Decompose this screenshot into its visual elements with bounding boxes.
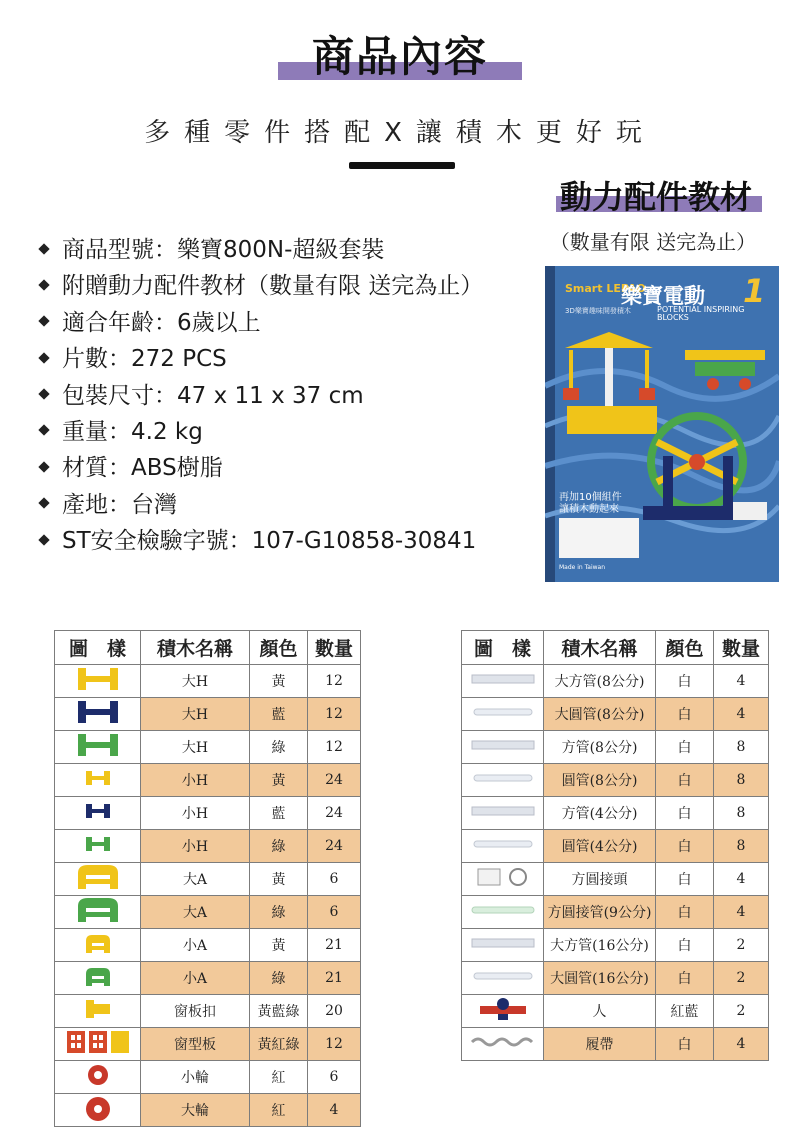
square-tube-icon — [468, 668, 538, 694]
cell-color: 白 — [656, 731, 714, 764]
cell-color: 白 — [656, 797, 714, 830]
table-header-cell: 積木名稱 — [141, 631, 250, 665]
small-wheel-icon — [78, 1062, 118, 1092]
round-tube-icon — [468, 965, 538, 991]
diamond-bullet-icon — [38, 388, 49, 399]
table-row — [462, 863, 769, 896]
square-tube-icon — [468, 932, 538, 958]
box-number: 1 — [743, 272, 766, 310]
cell-qty: 12 — [308, 698, 361, 731]
cell-qty: 2 — [714, 995, 769, 1028]
cell-name: 圓管(4公分) — [544, 830, 656, 863]
box-brand: Smart LEPAO — [565, 282, 646, 295]
cell-name: 小A — [141, 962, 250, 995]
table-row — [462, 830, 769, 863]
cell-name: 圓管(8公分) — [544, 764, 656, 797]
table-header-cell: 圖 樣 — [55, 631, 141, 665]
table-header-cell: 圖 樣 — [462, 631, 544, 665]
cell-color: 黃 — [250, 665, 308, 698]
cell-color: 綠 — [250, 830, 308, 863]
table-row — [55, 995, 361, 1028]
table-header-cell: 顏色 — [656, 631, 714, 665]
cell-qty: 12 — [308, 665, 361, 698]
cell-name: 大H — [141, 665, 250, 698]
title-divider — [349, 162, 455, 169]
belt-icon — [468, 1031, 538, 1057]
spec-item — [34, 341, 534, 377]
small-h-icon — [78, 833, 118, 859]
box-add-text: 再加10個組件 讓積木動起來 — [559, 492, 622, 515]
table-row — [462, 1028, 769, 1061]
table-row — [55, 863, 361, 896]
cell-color: 白 — [656, 830, 714, 863]
table-row — [55, 962, 361, 995]
cell-qty: 12 — [308, 1028, 361, 1061]
cell-color: 紅 — [250, 1094, 308, 1127]
cell-name: 小輪 — [141, 1061, 250, 1094]
cell-qty: 4 — [714, 863, 769, 896]
cell-qty: 6 — [308, 896, 361, 929]
table-row — [55, 1094, 361, 1127]
big-a-icon — [72, 863, 124, 895]
big-h-icon — [72, 666, 124, 696]
cell-qty: 2 — [714, 929, 769, 962]
diamond-bullet-icon — [38, 316, 49, 327]
small-a-icon — [78, 964, 118, 992]
cell-color: 藍 — [250, 698, 308, 731]
spec-item — [34, 487, 534, 523]
table-row — [55, 929, 361, 962]
cell-name: 方管(8公分) — [544, 731, 656, 764]
table-row — [55, 698, 361, 731]
box-english-tagline: POTENTIAL INSPIRING BLOCKS — [657, 305, 745, 322]
spec-item — [34, 523, 534, 559]
parts-table-right — [461, 630, 769, 1061]
round-tube-icon — [468, 701, 538, 727]
spec-text: 材質：ABS樹脂 — [62, 455, 223, 482]
table-row — [55, 1061, 361, 1094]
cell-qty: 8 — [714, 731, 769, 764]
square-tube-icon — [468, 800, 538, 826]
cell-color: 白 — [656, 698, 714, 731]
diamond-bullet-icon — [38, 498, 49, 509]
cell-name: 方圓接管(9公分) — [544, 896, 656, 929]
spec-text: 附贈動力配件教材（數量有限 送完為止） — [62, 273, 484, 300]
cell-qty: 21 — [308, 962, 361, 995]
cell-color: 紅 — [250, 1061, 308, 1094]
parts-table-left — [54, 630, 361, 1127]
cell-qty: 8 — [714, 797, 769, 830]
cell-color: 白 — [656, 1028, 714, 1061]
cell-color: 白 — [656, 863, 714, 896]
section-header — [0, 22, 800, 84]
cell-color: 紅藍 — [656, 995, 714, 1028]
cell-name: 大輪 — [141, 1094, 250, 1127]
table-row — [55, 731, 361, 764]
cell-name: 方圓接頭 — [544, 863, 656, 896]
table-row — [55, 1028, 361, 1061]
table-row — [55, 665, 361, 698]
box-made-in: Made in Taiwan — [559, 564, 606, 571]
cell-color: 白 — [656, 665, 714, 698]
table-row — [55, 830, 361, 863]
diamond-bullet-icon — [38, 534, 49, 545]
cell-qty: 4 — [308, 1094, 361, 1127]
cell-name: 大圓管(16公分) — [544, 962, 656, 995]
box-product-name: 樂寶電動 — [621, 284, 705, 308]
small-a-icon — [78, 931, 118, 959]
cell-color: 藍 — [250, 797, 308, 830]
cell-name: 大H — [141, 731, 250, 764]
table-row — [462, 698, 769, 731]
table-row — [462, 665, 769, 698]
big-h-icon — [72, 699, 124, 729]
cell-qty: 6 — [308, 863, 361, 896]
cell-name: 小H — [141, 830, 250, 863]
cell-name: 小H — [141, 764, 250, 797]
cell-color: 綠 — [250, 962, 308, 995]
cell-qty: 21 — [308, 929, 361, 962]
cell-qty: 2 — [714, 962, 769, 995]
spec-item — [34, 305, 534, 341]
spec-item — [34, 268, 534, 304]
spec-text: 商品型號：樂寶800N-超級套裝 — [62, 237, 385, 263]
cell-color: 綠 — [250, 896, 308, 929]
big-wheel-icon — [78, 1095, 118, 1125]
cell-qty: 12 — [308, 731, 361, 764]
window-clip-icon — [78, 998, 118, 1024]
cell-qty: 4 — [714, 698, 769, 731]
table-header-cell: 顏色 — [250, 631, 308, 665]
spec-text: 重量：4.2 kg — [62, 418, 203, 445]
cell-qty: 24 — [308, 797, 361, 830]
table-row — [462, 731, 769, 764]
table-header-cell: 積木名稱 — [544, 631, 656, 665]
diamond-bullet-icon — [38, 352, 49, 363]
cell-qty: 8 — [714, 830, 769, 863]
figure-icon — [468, 996, 538, 1026]
cell-color: 白 — [656, 896, 714, 929]
cell-color: 白 — [656, 962, 714, 995]
table-row — [462, 764, 769, 797]
cell-color: 黃 — [250, 929, 308, 962]
spec-item — [34, 378, 534, 414]
cell-name: 大A — [141, 896, 250, 929]
page-title: 商品內容 — [311, 32, 488, 81]
cell-color: 綠 — [250, 731, 308, 764]
spec-text: 包裝尺寸：47 x 11 x 37 cm — [62, 382, 364, 409]
diamond-bullet-icon — [38, 279, 49, 290]
cell-name: 方管(4公分) — [544, 797, 656, 830]
connector-icon — [468, 865, 538, 893]
cell-qty: 20 — [308, 995, 361, 1028]
cell-color: 黃 — [250, 764, 308, 797]
cell-name: 小A — [141, 929, 250, 962]
table-row — [462, 797, 769, 830]
table-row — [462, 962, 769, 995]
cell-name: 大A — [141, 863, 250, 896]
spec-list — [34, 232, 534, 560]
table-row — [462, 896, 769, 929]
spec-item — [34, 414, 534, 450]
table-row — [55, 797, 361, 830]
cell-name: 人 — [544, 995, 656, 1028]
spec-text: 適合年齡：6歲以上 — [62, 309, 261, 336]
cell-name: 履帶 — [544, 1028, 656, 1061]
spec-item — [34, 450, 534, 486]
spec-text: 產地：台灣 — [62, 491, 177, 518]
diamond-bullet-icon — [38, 243, 49, 254]
cell-color: 黃 — [250, 863, 308, 896]
green-tube-icon — [468, 899, 538, 925]
small-h-icon — [78, 767, 118, 793]
table-row — [55, 764, 361, 797]
page-subtitle: 多種零件搭配X讓積木更好玩 — [144, 118, 656, 148]
cell-color: 黃藍綠 — [250, 995, 308, 1028]
small-h-icon — [78, 800, 118, 826]
window-panel-icon — [65, 1029, 131, 1059]
cell-color: 黃紅綠 — [250, 1028, 308, 1061]
cell-name: 大圓管(8公分) — [544, 698, 656, 731]
cell-name: 大H — [141, 698, 250, 731]
cell-name: 窗型板 — [141, 1028, 250, 1061]
cell-name: 小H — [141, 797, 250, 830]
spec-item — [34, 232, 534, 268]
table-header-cell: 數量 — [714, 631, 769, 665]
square-tube-icon — [468, 734, 538, 760]
power-kit-box-image — [545, 266, 779, 582]
cell-qty: 4 — [714, 1028, 769, 1061]
diamond-bullet-icon — [38, 461, 49, 472]
cell-qty: 24 — [308, 764, 361, 797]
cell-name: 窗板扣 — [141, 995, 250, 1028]
cell-color: 白 — [656, 929, 714, 962]
cell-qty: 6 — [308, 1061, 361, 1094]
power-kit-title: 動力配件教材 — [559, 178, 752, 216]
table-row — [462, 929, 769, 962]
cell-qty: 24 — [308, 830, 361, 863]
round-tube-icon — [468, 767, 538, 793]
big-a-icon — [72, 896, 124, 928]
table-header-cell: 數量 — [308, 631, 361, 665]
spec-text: 片數：272 PCS — [62, 346, 227, 373]
cell-qty: 4 — [714, 896, 769, 929]
cell-qty: 8 — [714, 764, 769, 797]
table-row — [462, 995, 769, 1028]
big-h-icon — [72, 732, 124, 762]
cell-name: 大方管(8公分) — [544, 665, 656, 698]
round-tube-icon — [468, 833, 538, 859]
cell-qty: 4 — [714, 665, 769, 698]
diamond-bullet-icon — [38, 425, 49, 436]
box-subtitle: 3D樂寶趣味開發積木 — [565, 307, 631, 315]
cell-color: 白 — [656, 764, 714, 797]
spec-text: ST安全檢驗字號：107-G10858-30841 — [62, 528, 477, 555]
power-kit-note: （數量有限 送完為止） — [549, 230, 757, 254]
cell-name: 大方管(16公分) — [544, 929, 656, 962]
table-row — [55, 896, 361, 929]
